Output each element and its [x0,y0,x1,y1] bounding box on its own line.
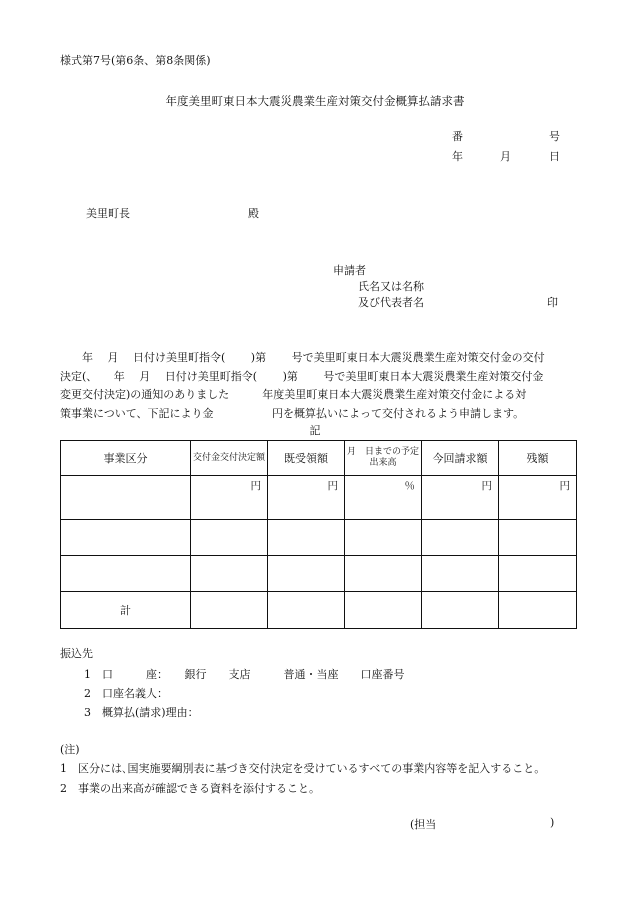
form-number: 様式第7号(第6条、第8条関係) [60,54,211,67]
table-cell[interactable] [61,476,191,520]
number-suffix: 号 [549,130,560,143]
table-cell[interactable] [499,556,577,592]
table-cell[interactable] [422,592,499,629]
table-cell[interactable] [422,520,499,556]
transfer-label: 振込先 [60,647,93,660]
year-label: 年 [452,150,463,163]
body-line: 策事業について、下記により金 円を概算払いによって交付されるよう申請します。 [60,406,525,420]
table-cell[interactable] [345,592,422,629]
ki-heading: 記 [309,424,321,437]
day-label: 日 [549,150,560,163]
total-row [61,592,577,629]
applicant-label: 申請者 [333,264,366,277]
table-cell[interactable] [268,520,345,556]
header-balance: 残額 [499,441,577,476]
table-cell[interactable] [499,520,577,556]
table-cell[interactable] [422,556,499,592]
applicant-representative-label: 及び代表者名 [358,296,424,309]
contact-person-close: ) [550,816,555,829]
table-cell[interactable] [61,520,191,556]
body-line: 決定(、 年 月 日付け美里町指令( )第 号で美里町東日本大震災農業生産対策交付金 [60,369,544,383]
table-cell[interactable] [268,592,345,629]
table-cell[interactable] [499,592,577,629]
number-label: 番 [452,130,463,143]
transfer-account-line: 1 口 座： 銀行 支店 普通・当座 口座番号 [84,668,405,681]
table-cell[interactable]: 円 [268,476,345,520]
request-body [60,349,580,423]
table-cell[interactable] [268,556,345,592]
header-business-category: 事業区分 [61,441,191,476]
table-cell[interactable] [191,556,268,592]
table-cell[interactable]: ％ [345,476,422,520]
header-expected-progress: 月 日までの予定出来高 [345,441,422,476]
table-cell[interactable] [191,520,268,556]
header-received-amount: 既受領額 [268,441,345,476]
seal-mark: 印 [547,296,558,309]
table-cell[interactable] [345,556,422,592]
applicant-name-label: 氏名又は名称 [358,280,424,293]
table-cell[interactable]: 円 [191,476,268,520]
addressee-mayor: 美里町長 [86,207,130,220]
total-label: 計 [61,592,191,629]
header-grant-decision-amount: 交付金交付決定額 [191,441,268,476]
body-line: 変更交付決定)の通知のありました 年度美里町東日本大震災農業生産対策交付金による対 [60,388,527,401]
table-cell[interactable] [191,592,268,629]
notes-heading: (注) [60,743,80,756]
note-item: 1 区分には､国実施要綱別表に基づき交付決定を受けているすべての事業内容等を記入すること。 [60,762,546,775]
addressee-honorific: 殿 [248,207,259,220]
transfer-holder-line: 2 口座名義人： [84,687,168,700]
month-label: 月 [500,150,511,163]
header-current-claim: 今回請求額 [422,441,499,476]
table-cell[interactable] [61,556,191,592]
table-row [61,556,577,592]
table-cell[interactable] [345,520,422,556]
table-cell[interactable]: 円 [499,476,577,520]
table-row [61,476,577,520]
body-line: 年 月 日付け美里町指令( )第 号で美里町東日本大震災農業生産対策交付金の交付 [60,351,545,364]
note-item: 2 事業の出来高が確認できる資料を添付すること。 [60,782,320,795]
table-cell[interactable]: 円 [422,476,499,520]
document-title: 年度美里町東日本大震災農業生産対策交付金概算払請求書 [165,94,465,108]
claim-table [60,440,577,629]
table-row [61,520,577,556]
transfer-reason-line: 3 概算払(請求)理由： [84,706,199,719]
contact-person-open: (担当 [410,818,437,831]
